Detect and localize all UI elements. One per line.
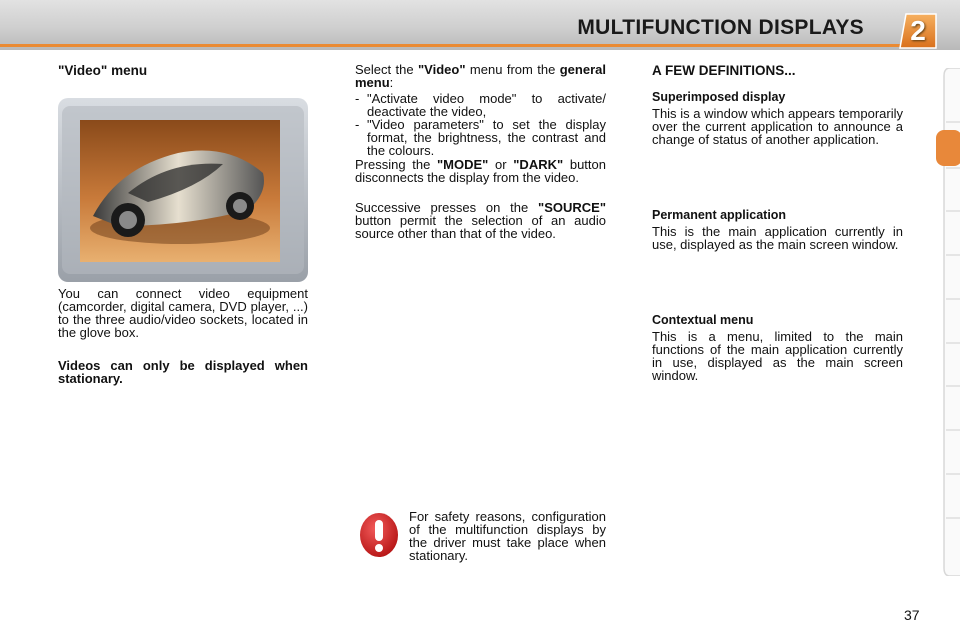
mode-dark-instruction: Pressing the "MODE" or "DARK" button disconnects the display from the video.	[355, 157, 606, 185]
definitions-heading: A FEW DEFINITIONS...	[652, 63, 796, 78]
definition-contextual-menu: This is a menu, limited to the main functions of the main application currently in use, displayed as the main screen window.	[652, 329, 903, 383]
list-item: - "Activate video mode" to activate/ deactivate the video,	[355, 91, 606, 119]
definition-superimposed-display: This is a window which appears temporarily over the current application to announce a change of status of another application.	[652, 106, 903, 147]
chapter-number: 2	[910, 15, 926, 46]
stationary-warning-text: Videos can only be displayed when stationary.	[58, 358, 308, 386]
source-instruction: Successive presses on the "SOURCE" button permit the selection of an audio source other than that of the video.	[355, 200, 606, 241]
select-instruction: Select the "Video" menu from the general menu:	[355, 62, 606, 90]
term-contextual-menu: Contextual menu	[652, 313, 754, 327]
list-item: - "Video parameters" to set the display format, the brightness, the contrast and the colours.	[355, 117, 606, 158]
term-superimposed-display: Superimposed display	[652, 90, 786, 104]
header-stripe	[0, 44, 900, 47]
video-intro-text: You can connect video equipment (camcorder, digital camera, DVD player, ...) to the three audio/video sockets, located in the glove box.	[58, 286, 308, 340]
video-options-list	[355, 92, 606, 157]
page-title: MULTIFUNCTION DISPLAYS	[577, 16, 864, 39]
safety-note: For safety reasons, configuration of the multifunction displays by the driver must take place when stationary.	[409, 509, 606, 563]
term-permanent-application: Permanent application	[652, 208, 787, 222]
video-menu-heading: "Video" menu	[58, 63, 148, 78]
chapter-tabs[interactable]	[934, 68, 960, 576]
page-number: 37	[904, 607, 920, 623]
exclamation-warning-icon	[359, 512, 399, 558]
video-screen-photo	[58, 98, 308, 282]
definition-permanent-application: This is the main application currently in use, displayed as the main screen window.	[652, 224, 903, 252]
